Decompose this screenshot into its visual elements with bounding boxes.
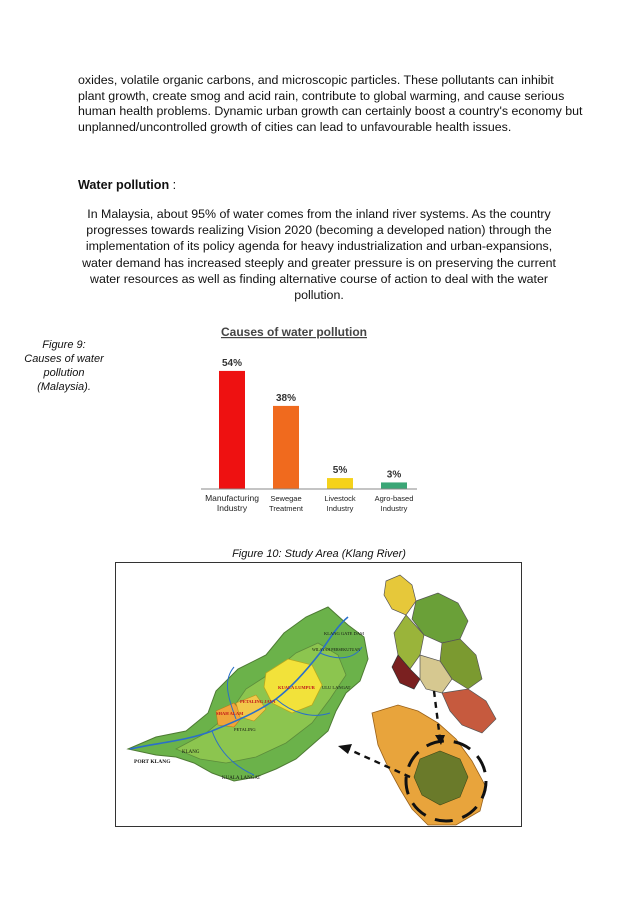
category-label-1: Treatment [269,504,303,513]
figure-10-caption: Figure 10: Study Area (Klang River) [232,548,406,560]
category-label-2: Livestock [324,494,356,503]
bar-0 [219,371,245,489]
label-klang: KLANG [182,750,200,755]
label-ulu-langat: ULU LANGAT [322,685,351,690]
data-label-0: 54% [221,357,243,369]
label-putrajaya: WILAYAH PERSEKUTUAN [312,647,361,652]
category-label-1: Sewegae [270,494,302,503]
label-kuala-lumpur: KUALA LUMPUR [278,685,315,690]
label-klang-gate-dam: KLANG GATE DAM [324,631,364,636]
study-area-map [115,562,522,827]
figure-9-caption [18,338,110,394]
water-pollution-chart [195,320,423,516]
label-kuala-langat: KUALA LANGAT [222,776,261,781]
label-port-klang: PORT KLANG [134,759,171,765]
category-label-2: Industry [326,504,354,513]
label-petaling: PETALING [234,727,256,732]
heading-colon: : [169,178,177,192]
caption-line: Figure 9: [42,339,86,351]
data-label-3: 3% [386,469,402,481]
section-heading-water-pollution [78,178,176,192]
caption-line: Causes of water [24,353,104,365]
category-label-0: Industry [216,503,248,513]
chart-title: Causes of water pollution [220,325,368,339]
paragraph-water-pollution: In Malaysia, about 95% of water comes from the inland river systems. As the country progresses towards realizing Vision 2020 (becoming a developed nation) through the implementation of its policy agenda for heavy industrialization and urban-expansions, water demand has increased steeply and greater pressure is on preserving the current water resources as well as finding alternative course of action to deal with the water pollution. [82,207,556,303]
data-label-1: 38% [275,392,297,404]
bar-1 [273,406,299,489]
paragraph-air-pollution: oxides, volatile organic carbons, and microscopic particles. These pollutants can inhibit plant growth, create smog and acid rain, contribute to global warming, and cause serious human health problems. Dynamic urban growth can certainly boost a country's economy but unplanned/uncontrolled growth of cities can lead to unfavourable health issues. [78,73,583,134]
arrowhead [338,744,352,754]
label-shah-alam: SHAH ALAM [216,711,244,716]
caption-line: (Malaysia). [37,381,91,393]
label-petaling-jaya: PETALING JAYA [240,699,276,704]
caption-line: pollution [43,367,85,379]
heading-text: Water pollution [78,178,170,192]
category-label-0: Manufacturing [205,493,259,503]
peninsula-north [384,575,416,615]
category-label-3: Industry [380,504,408,513]
chart-svg [195,320,423,516]
chart-bars [205,358,413,513]
bar-2 [327,478,353,489]
bar-3 [381,482,407,489]
category-label-3: Agro-based [374,494,414,503]
peninsula-south [442,689,496,733]
data-label-2: 5% [332,465,348,477]
map-svg [116,563,522,827]
